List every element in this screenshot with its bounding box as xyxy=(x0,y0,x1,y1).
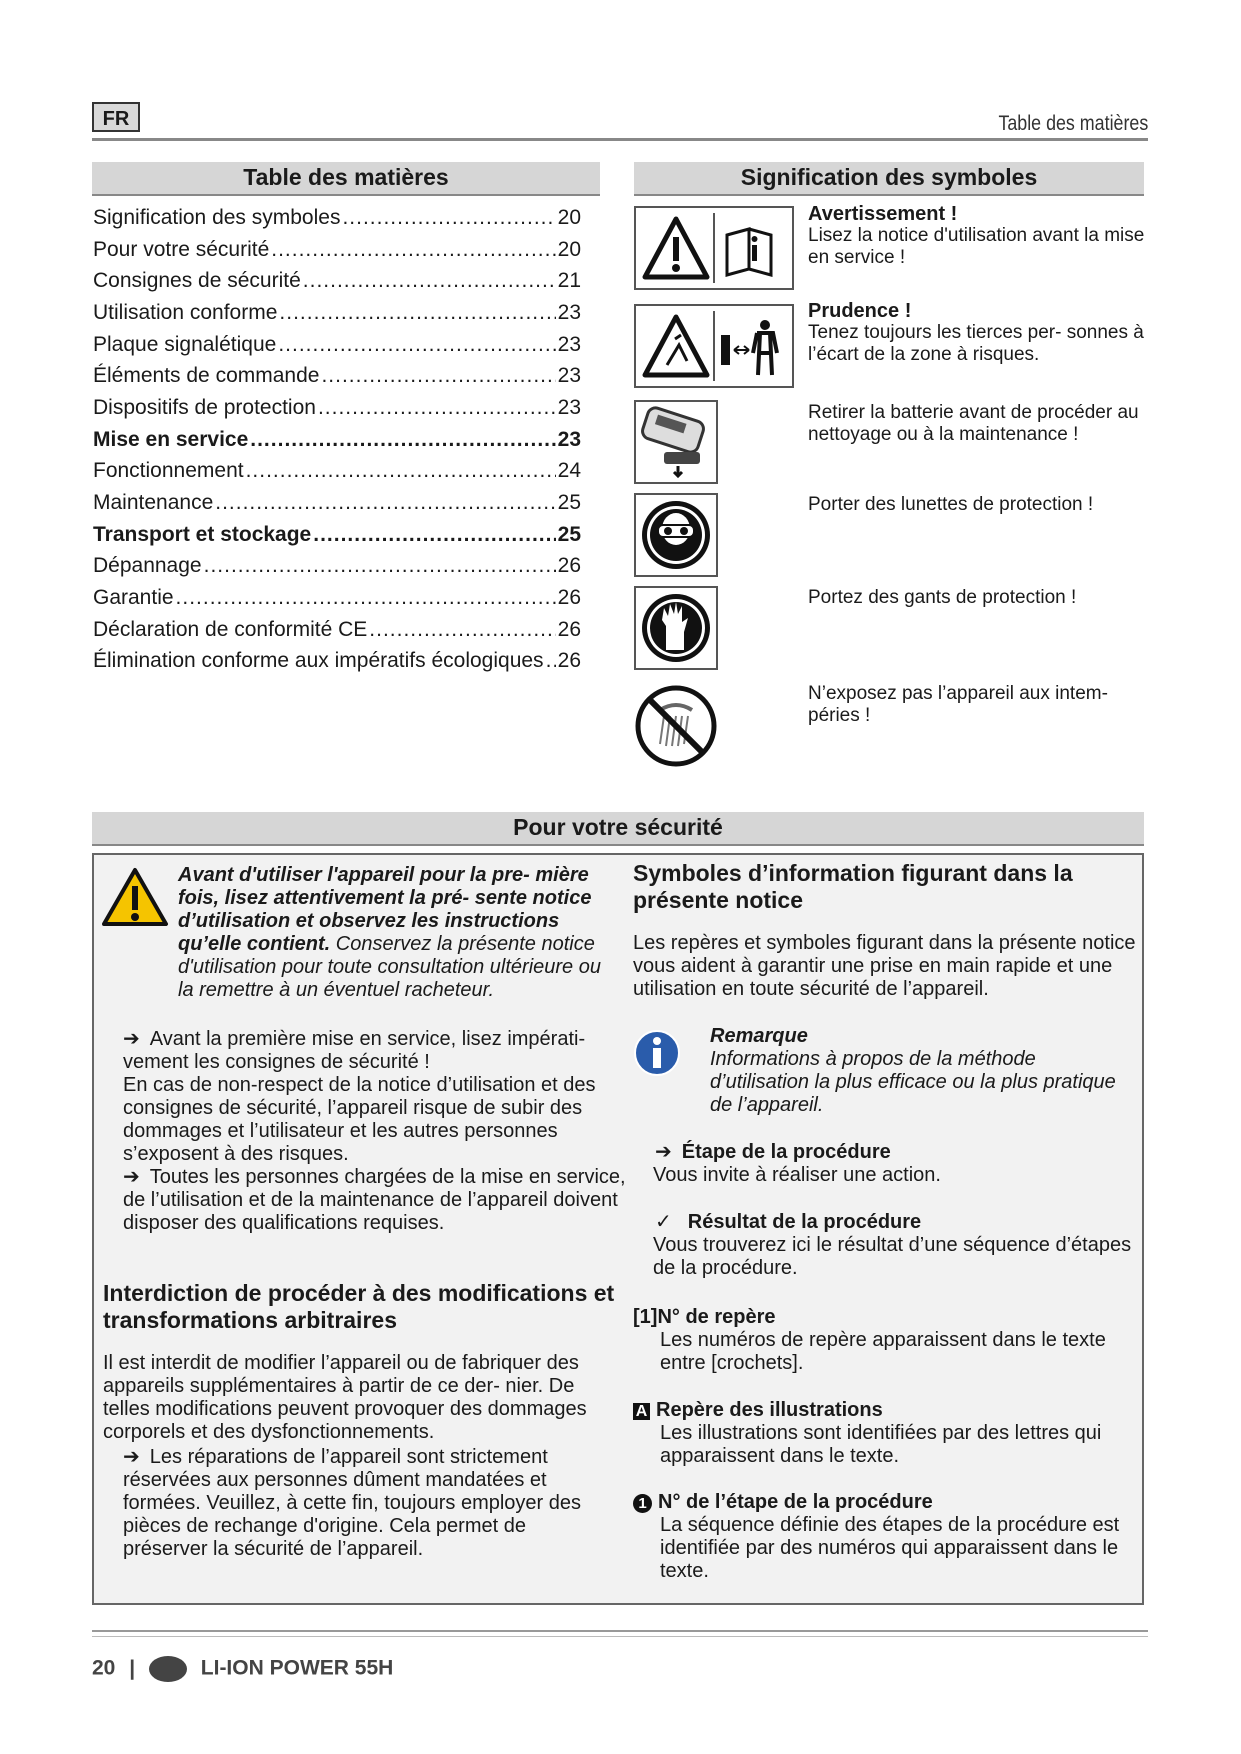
symbol-2-title: Prudence ! xyxy=(808,300,912,322)
symbols-heading: Signification des symboles xyxy=(634,162,1144,196)
toc-item xyxy=(93,265,581,297)
remarque-text: Informations à propos de la méthode d’utilisation la plus efficace ou la plus pratique de l’appareil. xyxy=(710,1048,1116,1116)
caution-bystanders-symbol xyxy=(634,304,794,388)
product-name: LI-ION POWER 55H xyxy=(200,1656,394,1680)
para-5-block xyxy=(123,1446,615,1561)
toc-leader-dots xyxy=(176,586,556,610)
warning-bold-text: Avant d'utiliser l'appareil pour la pre- mière fois, lisez attentivement la pré- sente notice d’utilisation et observez les instructions qu’elle contient. xyxy=(178,864,592,955)
wolf-garten-logo-icon xyxy=(149,1656,187,1682)
symbol-2-desc: Tenez toujours les tierces per- sonnes à l’écart de la zone à risques. xyxy=(808,322,1144,365)
protective-gloves-icon xyxy=(638,590,714,666)
remarque-title: Remarque xyxy=(710,1025,808,1047)
table-of-contents xyxy=(93,202,581,677)
warning-triangle-icon xyxy=(100,866,170,933)
symbol-2-text xyxy=(808,300,1148,366)
modification-heading: Interdiction de procéder à des modifications et transformations arbitraires xyxy=(103,1280,615,1333)
toc-leader-dots xyxy=(321,364,555,388)
toc-item-title: Déclaration de conformité CE xyxy=(93,617,368,641)
toc-leader-dots xyxy=(313,523,555,547)
toc-item-title: Garantie xyxy=(93,586,174,610)
warning-manual-symbol xyxy=(634,206,794,290)
symbol-5-desc: Portez des gants de protection ! xyxy=(808,587,1077,608)
language-badge: FR xyxy=(92,102,140,132)
toc-item-page: 23 xyxy=(557,300,581,324)
arrow-icon: ➔ xyxy=(123,1028,140,1050)
toc-item-page: 20 xyxy=(557,237,581,261)
no-rain-symbol xyxy=(634,684,718,768)
toc-item xyxy=(93,582,581,614)
number-one-icon: 1 xyxy=(633,1494,652,1513)
repere-text: Les numéros de repère apparaissent dans le texte entre [crochets]. xyxy=(660,1329,1106,1374)
toc-item xyxy=(93,551,581,583)
toc-item-page: 25 xyxy=(557,522,581,546)
toc-item xyxy=(93,424,581,456)
toc-leader-dots xyxy=(246,459,556,483)
bystander-distance-icon xyxy=(639,309,789,383)
toc-leader-dots xyxy=(318,396,556,420)
header-divider xyxy=(92,138,1148,141)
footer xyxy=(92,1656,393,1682)
toc-item-page: 23 xyxy=(557,364,581,388)
symbol-1-text xyxy=(808,203,1148,269)
no-rain-icon xyxy=(634,684,718,768)
step-number-block xyxy=(633,1491,1138,1583)
read-manual-icon xyxy=(639,211,789,285)
info-icon xyxy=(632,1028,682,1083)
toc-leader-dots xyxy=(271,238,555,262)
safety-goggles-icon xyxy=(638,497,714,573)
toc-item-title: Pour votre sécurité xyxy=(93,237,270,261)
symbol-6-desc: N’exposez pas l’appareil aux intem- péries ! xyxy=(808,683,1108,726)
toc-item-title: Éléments de commande xyxy=(93,364,320,388)
arrow-icon: ➔ xyxy=(123,1166,140,1188)
toc-item-title: Élimination conforme aux impératifs écologiques xyxy=(93,649,544,673)
toc-item-title: Dispositifs de protection xyxy=(93,395,316,419)
toc-item xyxy=(93,392,581,424)
toc-item-title: Plaque signalétique xyxy=(93,332,277,356)
goggles-symbol xyxy=(634,493,718,577)
letter-a-icon: A xyxy=(633,1403,650,1420)
toc-heading: Table des matières xyxy=(92,162,600,196)
toc-item xyxy=(93,234,581,266)
illustration-text: Les illustrations sont identifiées par des lettres qui apparaissent dans le texte. xyxy=(660,1422,1102,1467)
toc-item-page: 25 xyxy=(557,491,581,515)
toc-item-page: 26 xyxy=(557,649,581,673)
toc-item xyxy=(93,456,581,488)
arrow-icon: ➔ xyxy=(655,1141,672,1163)
toc-item-page: 26 xyxy=(557,586,581,610)
etape-title: Étape de la procédure xyxy=(681,1141,891,1163)
step-number-title: N° de l’étape de la procédure xyxy=(658,1491,933,1513)
toc-item xyxy=(93,646,581,678)
symbol-3-desc: Retirer la batterie avant de procéder au nettoyage ou à la maintenance ! xyxy=(808,402,1139,445)
toc-item xyxy=(93,519,581,551)
gloves-symbol xyxy=(634,586,718,670)
toc-item-title: Transport et stockage xyxy=(93,522,312,546)
toc-leader-dots xyxy=(250,428,555,452)
toc-leader-dots xyxy=(278,333,555,357)
toc-item-page: 23 xyxy=(557,395,581,419)
toc-item-title: Consignes de sécurité xyxy=(93,269,301,293)
resultat-block xyxy=(653,1211,1133,1280)
symbol-1-desc: Lisez la notice d'utilisation avant la mise en service ! xyxy=(808,225,1145,268)
toc-item-title: Maintenance xyxy=(93,491,214,515)
etape-text: Vous invite à réaliser une action. xyxy=(653,1164,941,1186)
remove-battery-symbol xyxy=(634,400,718,484)
toc-item-title: Dépannage xyxy=(93,554,202,578)
toc-item-page: 24 xyxy=(557,459,581,483)
para-1: Avant la première mise en service, lisez impérati- vement les consignes de sécurité ! xyxy=(123,1028,586,1073)
toc-leader-dots xyxy=(204,554,556,578)
toc-item-title: Mise en service xyxy=(93,427,249,451)
resultat-text: Vous trouverez ici le résultat d’une séquence d’étapes de la procédure. xyxy=(653,1234,1132,1279)
toc-item-title: Utilisation conforme xyxy=(93,300,278,324)
repere-title: [1]N° de repère xyxy=(633,1306,776,1328)
footer-divider xyxy=(92,1630,1148,1637)
toc-leader-dots xyxy=(215,491,555,515)
illustration-title: Repère des illustrations xyxy=(656,1399,883,1421)
toc-item-page: 23 xyxy=(557,427,581,451)
para-4: Il est interdit de modifier l’appareil ou de fabriquer des appareils supplémentaires à partir de ce der- nier. De telles modifications peuvent provoquer des dommages corporels et des dysfonctionnements. xyxy=(103,1352,587,1443)
toc-item xyxy=(93,487,581,519)
arrow-icon: ➔ xyxy=(123,1446,140,1468)
left-column-text xyxy=(123,1028,643,1235)
toc-leader-dots xyxy=(369,618,555,642)
etape-block xyxy=(653,1141,1133,1187)
toc-leader-dots xyxy=(342,206,555,230)
toc-item-page: 20 xyxy=(557,205,581,229)
para-2: En cas de non-respect de la notice d’utilisation et des consignes de sécurité, l’appareil risque de subir des dommages et l’utilisateur et les autres personnes s’exposent à des risques. xyxy=(123,1074,596,1165)
para-5: Les réparations de l’appareil sont strictement réservées aux personnes dûment mandatées et formées. Veuillez, à cette fin, toujours employer des pièces de rechange d'origine. Cela permet de préserver la sécurité de l’appareil. xyxy=(123,1446,582,1560)
toc-item-title: Fonctionnement xyxy=(93,459,244,483)
remarque-block xyxy=(710,1025,1130,1117)
step-number-text: La séquence définie des étapes de la procédure est identifiée par des numéros qui apparaissent dans le texte. xyxy=(660,1514,1120,1582)
running-header: Table des matières xyxy=(998,112,1148,135)
toc-leader-dots xyxy=(546,649,556,673)
toc-item-page: 26 xyxy=(557,617,581,641)
toc-item xyxy=(93,360,581,392)
safety-heading: Pour votre sécurité xyxy=(92,812,1144,846)
para-3: Toutes les personnes chargées de la mise en service, de l’utilisation et de la maintenance de l’appareil doivent disposer des qualifications requises. xyxy=(123,1166,626,1234)
repere-block xyxy=(633,1306,1138,1375)
check-icon: ✓ xyxy=(655,1211,672,1233)
info-symbols-heading: Symboles d’information figurant dans la présente notice xyxy=(633,860,1073,913)
symbol-4-desc: Porter des lunettes de protection ! xyxy=(808,494,1094,515)
page-number: 20 xyxy=(92,1656,116,1680)
toc-item xyxy=(93,614,581,646)
illustration-block xyxy=(633,1399,1138,1468)
footer-separator: | xyxy=(129,1656,136,1680)
toc-item-title: Signification des symboles xyxy=(93,205,341,229)
toc-leader-dots xyxy=(303,269,556,293)
toc-item xyxy=(93,329,581,361)
warning-rest-text: Conservez la présente notice d'utilisation pour toute consultation ultérieure ou la remettre à un éventuel racheteur. xyxy=(178,933,601,1001)
symbol-1-title: Avertissement ! xyxy=(808,203,958,225)
warning-paragraph xyxy=(178,864,603,1002)
toc-item xyxy=(93,297,581,329)
toc-item-page: 23 xyxy=(557,332,581,356)
toc-leader-dots xyxy=(279,301,555,325)
toc-item-page: 21 xyxy=(557,269,581,293)
resultat-title: Résultat de la procédure xyxy=(687,1211,922,1233)
battery-removal-icon xyxy=(638,404,714,480)
toc-item-page: 26 xyxy=(557,554,581,578)
toc-item xyxy=(93,202,581,234)
info-intro: Les repères et symboles figurant dans la présente notice vous aident à garantir une prise en main rapide et une utilisation en toute sécurité de l’appareil. xyxy=(633,932,1136,1000)
